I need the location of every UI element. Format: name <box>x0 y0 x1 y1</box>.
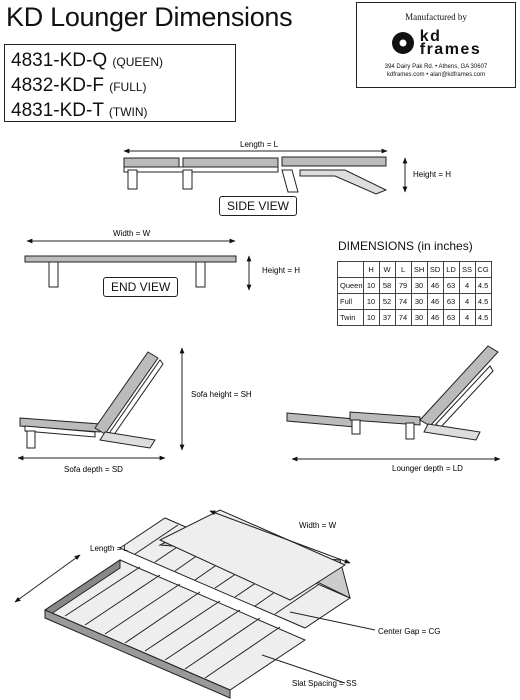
table-cell: 4.5 <box>475 310 491 326</box>
table-cell: 4.5 <box>475 294 491 310</box>
row-label: Full <box>338 294 364 310</box>
dimensions-table <box>337 261 492 326</box>
column-header: L <box>395 262 411 278</box>
manufactured-by-label: Manufactured by <box>405 12 467 22</box>
table-cell: 52 <box>379 294 395 310</box>
end-height-label: Height = H <box>262 266 301 275</box>
end-width-label: Width = W <box>113 229 151 238</box>
table-cell: 4 <box>459 278 475 294</box>
table-cell: 37 <box>379 310 395 326</box>
table-cell: 74 <box>395 310 411 326</box>
table-cell: 30 <box>411 278 427 294</box>
slat-spacing-label: Slat Spacing = SS <box>292 679 357 688</box>
side-view-caption: SIDE VIEW <box>219 196 297 216</box>
column-header: SS <box>459 262 475 278</box>
column-header: H <box>363 262 379 278</box>
deck-width-label: Width = W <box>299 521 337 530</box>
deck-length-label: Length = L <box>90 544 129 553</box>
table-cell: 63 <box>443 278 459 294</box>
table-cell: 10 <box>363 294 379 310</box>
kd-frames-logo: kd frames <box>357 30 515 56</box>
model-full: 4832-KD-F (FULL) <box>11 75 147 96</box>
center-gap-label: Center Gap = CG <box>378 627 441 636</box>
table-cell: 46 <box>427 294 443 310</box>
table-row <box>338 278 492 294</box>
column-header: W <box>379 262 395 278</box>
table-cell: 10 <box>363 278 379 294</box>
row-label: Twin <box>338 310 364 326</box>
table-cell: 74 <box>395 294 411 310</box>
table-cell: 4 <box>459 310 475 326</box>
table-row <box>338 310 492 326</box>
lounger-depth-label: Lounger depth = LD <box>392 464 463 473</box>
table-cell: 46 <box>427 310 443 326</box>
end-view-caption: END VIEW <box>103 277 178 297</box>
deck-drawing <box>15 510 375 698</box>
column-header: SD <box>427 262 443 278</box>
model-twin: 4831-KD-T (TWIN) <box>11 100 148 121</box>
table-cell: 63 <box>443 310 459 326</box>
table-cell: 46 <box>427 278 443 294</box>
table-cell: 58 <box>379 278 395 294</box>
side-length-label: Length = L <box>240 140 279 149</box>
dimensions-title: DIMENSIONS (in inches) <box>338 239 473 253</box>
table-row <box>338 294 492 310</box>
table-cell: 10 <box>363 310 379 326</box>
table-cell: 4 <box>459 294 475 310</box>
table-cell: 30 <box>411 294 427 310</box>
sofa-drawing <box>18 348 182 458</box>
lounger-drawing <box>287 346 500 459</box>
table-corner <box>338 262 364 278</box>
sofa-height-label: Sofa height = SH <box>191 390 252 399</box>
side-view-drawing <box>124 151 405 194</box>
address-text: 394 Dairy Pak Rd. • Athens, GA 30607 <box>384 64 488 70</box>
column-header: LD <box>443 262 459 278</box>
table-cell: 4.5 <box>475 278 491 294</box>
table-cell: 79 <box>395 278 411 294</box>
sofa-depth-label: Sofa depth = SD <box>64 465 123 474</box>
column-header: CG <box>475 262 491 278</box>
page-title: KD Lounger Dimensions <box>6 2 293 32</box>
side-height-label: Height = H <box>413 170 452 179</box>
model-queen: 4831-KD-Q (QUEEN) <box>11 50 164 71</box>
column-header: SH <box>411 262 427 278</box>
table-cell: 30 <box>411 310 427 326</box>
table-header-row <box>338 262 492 278</box>
row-label: Queen <box>338 278 364 294</box>
table-cell: 63 <box>443 294 459 310</box>
contact-text: kdframes.com • alan@kdframes.com <box>386 72 486 78</box>
